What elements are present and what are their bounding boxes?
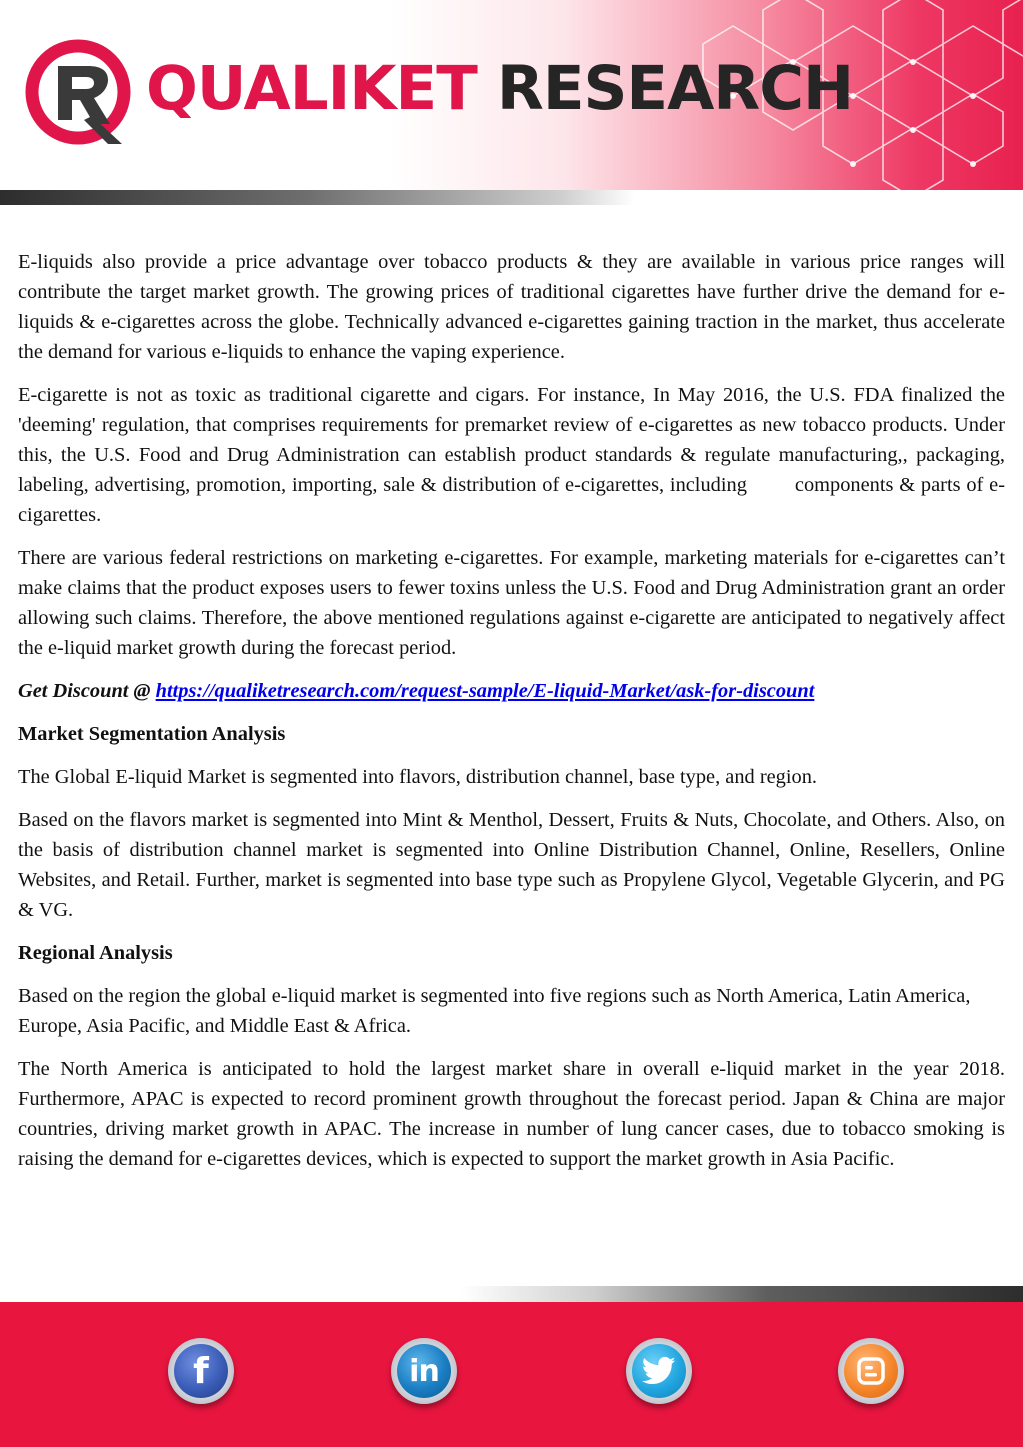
blogger-icon bbox=[844, 1344, 898, 1398]
qualiket-logo bbox=[22, 36, 134, 148]
paragraph-federal-restrictions: There are various federal restrictions on marketing e-cigarettes. For example, marketing materials for e-cigarettes can’t make claims that the product exposes users to fewer toxins unless the U.S. Food and Drug Administration grant an order allowing such claims. Therefore, the above mentioned regulations against e-cigarette are anticipated to negatively affect the e-liquid market growth during the forecast period. bbox=[18, 547, 1005, 659]
brand-name bbox=[146, 53, 854, 124]
article-body bbox=[18, 247, 1005, 1187]
facebook-button[interactable] bbox=[168, 1338, 234, 1404]
brand-word-qualiket: QUALIKET bbox=[146, 53, 477, 124]
page-footer bbox=[0, 1302, 1023, 1447]
heading-market-segmentation: Market Segmentation Analysis bbox=[18, 723, 286, 745]
paragraph-regions: Based on the region the global e-liquid market is segmented into five regions such as North America, Latin America, Europe, Asia Pacific, and Middle East & Africa. bbox=[18, 985, 971, 1037]
footer-divider-bar bbox=[0, 1286, 1023, 1302]
paragraph-north-america: The North America is anticipated to hold the largest market share in overall e-liquid market in the year 2018. Furthermore, APAC is expected to record prominent growth throughout the forecast period. Japan & China are major countries, driving market growth in APAC. The increase in number of lung cancer cases, due to tobacco smoking is raising the demand for e-cigarettes devices, which is expected to support the market growth in Asia Pacific. bbox=[18, 1058, 1005, 1170]
header-divider-bar bbox=[0, 190, 1023, 205]
page-header bbox=[0, 0, 1023, 205]
linkedin-button[interactable] bbox=[391, 1338, 457, 1404]
discount-label: Get Discount @ bbox=[18, 680, 156, 702]
paragraph-fda-regulation bbox=[18, 380, 1005, 530]
paragraph-fda-regulation-tail: components & parts of e-cigarettes. bbox=[18, 474, 1005, 526]
heading-regional-analysis: Regional Analysis bbox=[18, 942, 173, 964]
facebook-icon: f bbox=[174, 1344, 228, 1398]
paragraph-fda-regulation-text: E-cigarette is not as toxic as traditional cigarette and cigars. For instance, In May 2016, the U.S. FDA finalized the 'deeming' regulation, that comprises requirements for premarket review of e-cigarettes as new tobacco products. Under this, the U.S. Food and Drug Administration can establish product standards & regulate manufacturing,, packaging, labeling, advertising, promotion, importing, sale & distribution of e-cigarettes, including bbox=[18, 384, 1005, 496]
brand-word-research: RESEARCH bbox=[496, 53, 854, 124]
discount-line bbox=[18, 676, 1005, 706]
paragraph-segmentation-details: Based on the flavors market is segmented into Mint & Menthol, Dessert, Fruits & Nuts, Chocolate, and Others. Also, on the basis of distribution channel market is segmented into Online Distribution Channel, Online, Resellers, Online Websites, and Retail. Further, market is segmented into base type such as Propylene Glycol, Vegetable Glycerin, and PG & VG. bbox=[18, 809, 1005, 921]
linkedin-icon: in bbox=[397, 1344, 451, 1398]
paragraph-eliquid-price: E-liquids also provide a price advantage over tobacco products & they are available in various price ranges will contribute the target market growth. The growing prices of traditional cigarettes have further drive the demand for e-liquids & e-cigarettes across the globe. Technically advanced e-cigarettes gaining traction in the market, thus accelerate the demand for various e-liquids to enhance the vaping experience. bbox=[18, 251, 1005, 363]
twitter-button[interactable] bbox=[626, 1338, 692, 1404]
twitter-icon bbox=[632, 1344, 686, 1398]
paragraph-segmentation-overview: The Global E-liquid Market is segmented into flavors, distribution channel, base type, and region. bbox=[18, 766, 818, 788]
discount-link[interactable]: https://qualiketresearch.com/request-sample/E-liquid-Market/ask-for-discount bbox=[155, 680, 815, 702]
blogger-button[interactable] bbox=[838, 1338, 904, 1404]
